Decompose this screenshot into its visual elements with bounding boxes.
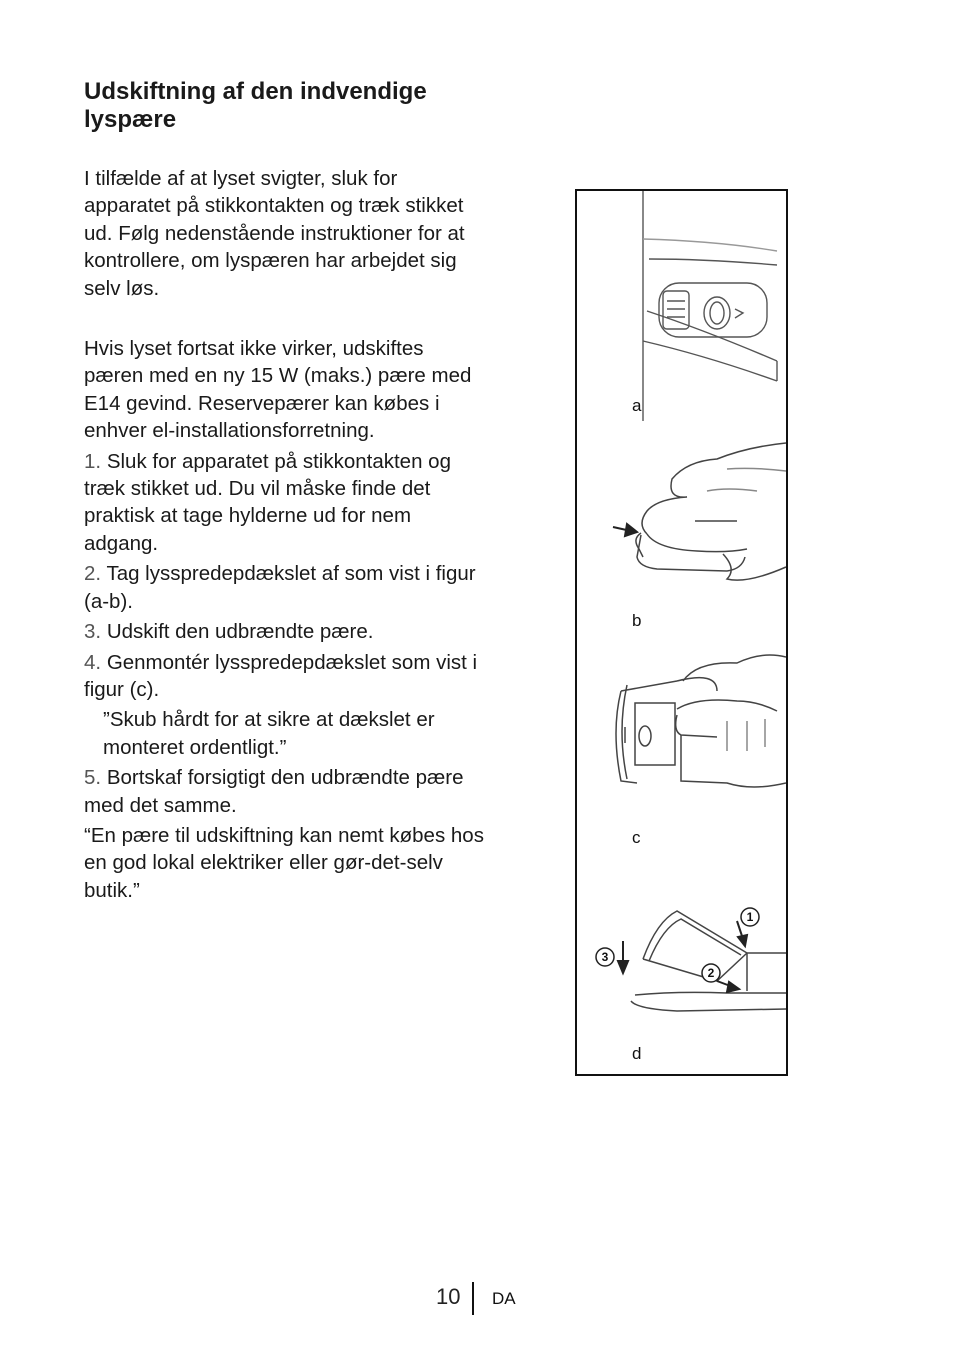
figure-label-c: c: [632, 828, 641, 847]
figure-panel: [575, 189, 788, 1076]
step-4: [84, 649, 484, 704]
figure-label-d: d: [632, 1044, 642, 1063]
figure-label-a: a: [632, 396, 642, 415]
callout-1: 1: [746, 910, 754, 924]
step-2: [84, 560, 484, 615]
hand-mounting-cover-illustration: [577, 651, 786, 821]
callout-3: 3: [601, 950, 609, 964]
cover-hinge-illustration: [577, 891, 786, 1041]
step-number: 5.: [84, 766, 102, 790]
step-text: Genmontér lysspredерdækslet som vist i figur (c).: [84, 650, 478, 701]
intro-paragraph: I tilfælde af at lyset svigter, sluk for apparatet på stikkontakten og træk stikket ud. Følg nedenstående instruktioner for at kontrollere, om lyspæren har arbejdet sig selv løs.: [84, 167, 465, 300]
step-5: [84, 764, 484, 819]
footer-divider: [472, 1282, 474, 1315]
step-3: [84, 618, 484, 645]
page-title: Udskiftning af den indvendige lyspære: [84, 78, 427, 133]
step-number: 4.: [84, 650, 102, 674]
step-number: 1.: [84, 449, 102, 473]
step-text: Bortskaf forsigtigt den udbrændte pære med det samme.: [84, 766, 464, 817]
hand-removing-cover-illustration: [577, 439, 786, 609]
step-1: [84, 448, 484, 558]
step-number: 2.: [84, 562, 102, 586]
step-number: 3.: [84, 620, 102, 644]
instructions-text: [84, 165, 484, 904]
step-text: Sluk for apparatet på stikkontakten og træk stikket ud. Du vil måske finde det praktisk at tage hylderne ud for nem adgang.: [84, 449, 451, 555]
lamp-housing-illustration: [577, 191, 786, 421]
callout-2: 2: [707, 966, 715, 980]
buy-note: “En pære til udskiftning kan nemt købes hos en god lokal elektriker eller gør-det-selv butik.”: [84, 823, 484, 902]
step-text: Tag lysspredерdækslet af som vist i figur (a-b).: [84, 562, 476, 613]
figure-label-b: b: [632, 611, 642, 630]
language-code: DA: [492, 1289, 516, 1308]
page-number: 10: [436, 1284, 461, 1309]
push-note: ”Skub hårdt for at sikre at dækslet er monteret ordentligt.”: [103, 708, 435, 759]
step-text: Udskift den udbrændte pære.: [106, 620, 374, 644]
bulb-spec-paragraph: Hvis lyset fortsat ikke virker, udskiftes pæren med en ny 15 W (maks.) pære med E14 gevind. Reservepærer kan købes i enhver el-installationsforretning.: [84, 337, 472, 443]
